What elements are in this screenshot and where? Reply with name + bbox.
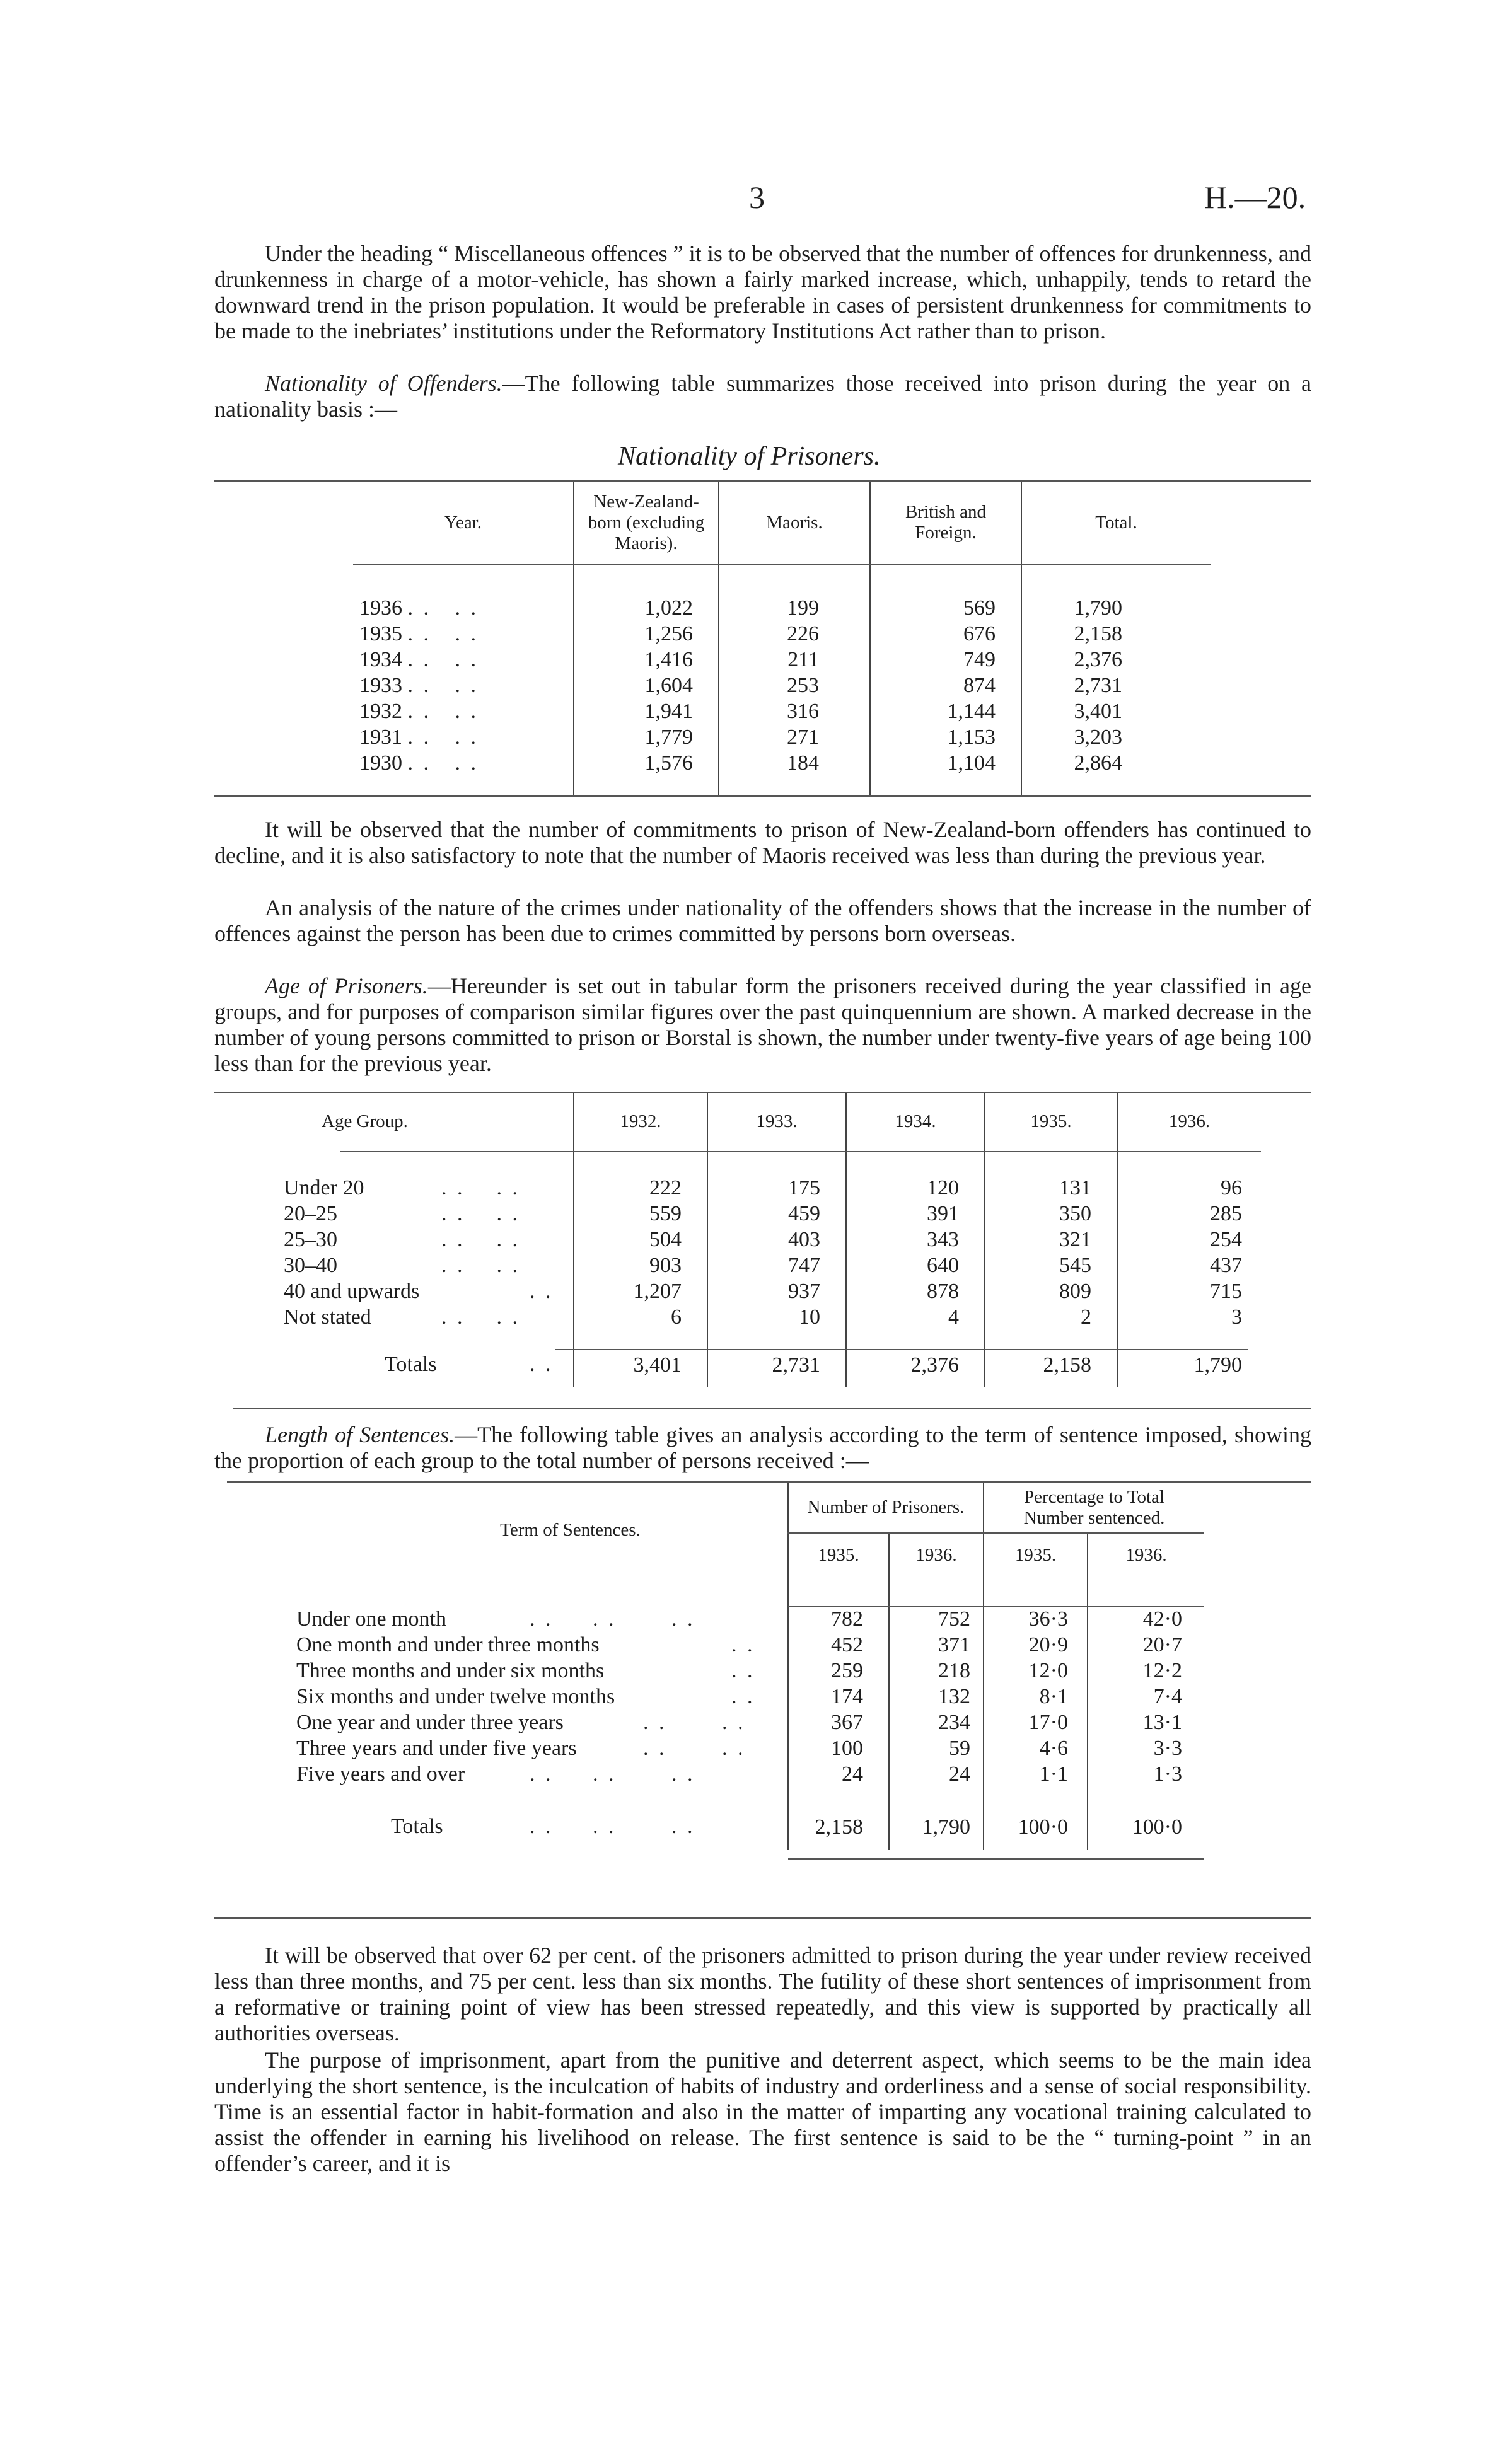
age-group-cell: 30–40 [284,1254,337,1277]
value-1934: 120 [846,1175,985,1201]
document-reference: H.—20. [1204,180,1306,215]
total-number-1936: 1,790 [889,1803,984,1850]
percent-1936: 42·0 [1088,1606,1204,1632]
length-text: —The following table gives an analysis according to the term of sentence imposed, showing the proportion of each group to the total number of persons received :— [214,1422,1311,1473]
header-1936: 1936. [1117,1093,1261,1150]
header-1932: 1932. [574,1093,707,1150]
header-total: Total. [1021,482,1211,564]
age-row: 40 and upwards . . 1,207 937 878 809 715 [277,1278,1261,1304]
age-row: 25–30 . . . . 504 403 343 321 254 [277,1227,1261,1252]
value-1936: 285 [1117,1201,1261,1227]
totals-label: Totals [385,1353,437,1376]
header-nz-born: New-Zealand-born (excluding Maoris). [574,482,719,564]
age-table-header-rule [340,1151,1261,1152]
total-number-1935: 2,158 [788,1803,889,1850]
maoris-cell: 184 [719,750,870,776]
age-group-cell: Not stated [284,1305,371,1329]
number-1935: 259 [788,1658,889,1684]
age-text: —Hereunder is set out in tabular form the prisoners received during the year classified in age groups, and for purposes of comparison similar figures over the past quinquennium are shown. A marked decrease in the number of young persons committed to prison or Borstal is shown, the number under twenty-five years of age being 100 less than for the previous year. [214,973,1312,1076]
nationality-table [353,482,1211,795]
nz-born-cell: 1,941 [574,698,719,724]
british-cell: 749 [870,647,1021,673]
maoris-cell: 253 [719,673,870,698]
number-1936: 752 [889,1606,984,1632]
age-table-totals-rule [555,1349,1248,1350]
percent-1935: 1·1 [984,1761,1088,1787]
nz-born-cell: 1,576 [574,750,719,776]
value-1934: 4 [846,1304,985,1330]
total-1936: 1,790 [1117,1343,1261,1387]
header-year: Year. [444,512,482,533]
age-group-cell: 25–30 [284,1228,337,1251]
total-cell: 3,203 [1021,724,1211,750]
term-cell: Five years and over [296,1762,465,1786]
british-cell: 569 [870,595,1021,621]
percent-1935: 20·9 [984,1632,1088,1658]
number-1936: 24 [889,1761,984,1787]
total-1932: 3,401 [574,1343,707,1387]
nationality-row: 1932 . . . . 1,941 316 1,144 3,401 [353,698,1211,724]
sentence-table [290,1483,1204,1850]
term-cell: Three months and under six months [296,1659,605,1682]
paragraph-purpose-of-imprisonment: The purpose of imprisonment, apart from the punitive and deterrent aspect, which seems to be the main idea underlying the short sentence, is the inculcation of habits of industry and orderliness and a sense of social responsibility. Time is an essential factor in habit-formation and also in the matter of imparting any vocational training calculated to assist the offender in earning his livelihood on release. The first sentence is said to be the “ turning-point ” in an offender’s career, and it is [214,2047,1311,2176]
header-maoris: Maoris. [719,482,870,564]
value-1935: 321 [985,1227,1117,1252]
year-cell: 1934 [359,648,402,671]
maoris-cell: 211 [719,647,870,673]
value-1936: 715 [1117,1278,1261,1304]
header-age-group: Age Group. [322,1111,408,1131]
value-1934: 640 [846,1252,985,1278]
maoris-cell: 199 [719,595,870,621]
age-row: Under 20 . . . . 222 175 120 131 96 [277,1175,1261,1201]
nz-born-cell: 1,022 [574,595,719,621]
percent-1936: 13·1 [1088,1709,1204,1735]
percent-1935: 17·0 [984,1709,1088,1735]
british-cell: 1,104 [870,750,1021,776]
percent-1936: 12·2 [1088,1658,1204,1684]
number-1935: 24 [788,1761,889,1787]
percent-1935: 8·1 [984,1684,1088,1709]
sentence-row: Under one month . . . . . . 782 752 36·3 42·0 [290,1606,1204,1632]
value-1934: 343 [846,1227,985,1252]
value-1932: 903 [574,1252,707,1278]
value-1936: 3 [1117,1304,1261,1330]
nationality-row: 1933 . . . . 1,604 253 874 2,731 [353,673,1211,698]
term-cell: Under one month [296,1607,446,1631]
number-1935: 367 [788,1709,889,1735]
maoris-cell: 226 [719,621,870,647]
percent-1936: 20·7 [1088,1632,1204,1658]
paragraph-nationality [214,371,1311,422]
sentence-table-totals-rule [788,1858,1204,1860]
term-cell: One year and under three years [296,1711,564,1734]
sentence-row: Six months and under twelve months . . 174 132 8·1 7·4 [290,1684,1204,1709]
paragraph-crime-analysis: An analysis of the nature of the crimes under nationality of the offenders shows that the increase in the number of offences against the person has been due to crimes committed by persons born overseas. [214,895,1311,946]
header-number-of-prisoners: Number of Prisoners. [788,1483,984,1533]
sentence-row: Three years and under five years . . . . 100 59 4·6 3·3 [290,1735,1204,1761]
sentence-table-header-rule [788,1606,1204,1607]
sentence-table-bottom-rule [214,1917,1311,1919]
value-1936: 96 [1117,1175,1261,1201]
value-1932: 504 [574,1227,707,1252]
header-1933: 1933. [707,1093,846,1150]
age-group-cell: 40 and upwards [284,1280,420,1303]
nationality-table-title: Nationality of Prisoners. [618,442,881,471]
nationality-row: 1931 . . . . 1,779 271 1,153 3,203 [353,724,1211,750]
nationality-row: 1935 . . . . 1,256 226 676 2,158 [353,621,1211,647]
value-1935: 350 [985,1201,1117,1227]
term-cell: One month and under three months [296,1633,600,1657]
number-1936: 234 [889,1709,984,1735]
value-1932: 6 [574,1304,707,1330]
paragraph-length-of-sentences [214,1422,1311,1474]
total-cell: 2,731 [1021,673,1211,698]
total-cell: 1,790 [1021,595,1211,621]
age-totals-row: Totals . . 3,401 2,731 2,376 2,158 1,790 [277,1343,1261,1387]
total-1935: 2,158 [985,1343,1117,1387]
total-percent-1936: 100·0 [1088,1803,1204,1850]
value-1935: 809 [985,1278,1117,1304]
value-1932: 559 [574,1201,707,1227]
british-cell: 1,153 [870,724,1021,750]
percent-1936: 3·3 [1088,1735,1204,1761]
nationality-header-row [353,482,1211,564]
term-cell: Six months and under twelve months [296,1685,615,1708]
sentence-group-header-row [290,1483,1204,1533]
value-1935: 545 [985,1252,1117,1278]
number-1936: 218 [889,1658,984,1684]
value-1933: 937 [707,1278,846,1304]
nz-born-cell: 1,256 [574,621,719,647]
sentence-totals-row: Totals . . . . . . 2,158 1,790 100·0 100·0 [290,1803,1204,1850]
nz-born-cell: 1,604 [574,673,719,698]
nationality-text: —The following table summarizes those received into prison during the year on a nationality basis :— [214,371,1311,422]
length-heading: Length of Sentences. [265,1422,455,1447]
paragraph-nz-born-decline: It will be observed that the number of commitments to prison of New-Zealand-born offenders has continued to decline, and it is also satisfactory to note that the number of Maoris received was less than during the previous year. [214,817,1311,868]
nz-born-cell: 1,779 [574,724,719,750]
year-cell: 1932 [359,700,402,723]
value-1933: 175 [707,1175,846,1201]
year-cell: 1931 [359,726,402,749]
percent-1936: 7·4 [1088,1684,1204,1709]
paragraph-miscellaneous-offences: Under the heading “ Miscellaneous offences ” it is to be observed that the number of offences for drunkenness, and drunkenness in charge of a motor-vehicle, has shown a fairly marked increase, which, unhappily, tends to retard the downward trend in the prison population. It would be preferable in cases of persistent drunkenness for commitments to be made to the inebriates’ institutions under the Reformatory Institutions Act rather than to prison. [214,241,1311,344]
sentence-row: Three months and under six months . . 259 218 12·0 12·2 [290,1658,1204,1684]
value-1935: 131 [985,1175,1117,1201]
header-percentage: Percentage to Total Number sentenced. [984,1483,1204,1533]
nationality-table-header-rule [353,564,1211,565]
header-number-1935: 1935. [788,1533,889,1577]
totals-label: Totals [391,1815,443,1838]
paragraph-short-sentences: It will be observed that over 62 per cent. of the prisoners admitted to prison during the year under review received less than three months, and 75 per cent. less than six months. The futility of these short sentences of imprisonment from a reformative or training point of view has been stressed repeatedly, and this view is supported by practically all authorities overseas. [214,1943,1311,2045]
header-1935: 1935. [985,1093,1117,1150]
sentence-row: One year and under three years . . . . 367 234 17·0 13·1 [290,1709,1204,1735]
age-table [277,1093,1261,1387]
percent-1935: 12·0 [984,1658,1088,1684]
maoris-cell: 271 [719,724,870,750]
total-cell: 3,401 [1021,698,1211,724]
value-1932: 222 [574,1175,707,1201]
year-cell: 1933 [359,674,402,697]
british-cell: 676 [870,621,1021,647]
number-1936: 59 [889,1735,984,1761]
total-cell: 2,864 [1021,750,1211,776]
nationality-row: 1934 . . . . 1,416 211 749 2,376 [353,647,1211,673]
value-1933: 459 [707,1201,846,1227]
nationality-heading: Nationality of Offenders. [265,371,502,396]
age-header-row [277,1093,1261,1150]
total-cell: 2,158 [1021,621,1211,647]
number-1936: 132 [889,1684,984,1709]
value-1935: 2 [985,1304,1117,1330]
total-1934: 2,376 [846,1343,985,1387]
percent-1935: 36·3 [984,1606,1088,1632]
value-1936: 437 [1117,1252,1261,1278]
sentence-row: One month and under three months . . 452 371 20·9 20·7 [290,1632,1204,1658]
number-1935: 174 [788,1684,889,1709]
value-1934: 878 [846,1278,985,1304]
percent-1935: 4·6 [984,1735,1088,1761]
number-1935: 100 [788,1735,889,1761]
number-1935: 452 [788,1632,889,1658]
value-1932: 1,207 [574,1278,707,1304]
page-number: 3 [749,180,765,215]
sentence-row: Five years and over . . . . . . 24 24 1·1 1·3 [290,1761,1204,1787]
header-1934: 1934. [846,1093,985,1150]
header-number-1936: 1936. [889,1533,984,1577]
age-row: 20–25 . . . . 559 459 391 350 285 [277,1201,1261,1227]
british-cell: 1,144 [870,698,1021,724]
british-cell: 874 [870,673,1021,698]
header-british-foreign: British and Foreign. [870,482,1021,564]
nz-born-cell: 1,416 [574,647,719,673]
age-row: 30–40 . . . . 903 747 640 545 437 [277,1252,1261,1278]
value-1934: 391 [846,1201,985,1227]
term-cell: Three years and under five years [296,1737,577,1760]
year-cell: 1930 [359,751,402,775]
value-1933: 403 [707,1227,846,1252]
total-percent-1935: 100·0 [984,1803,1088,1850]
nationality-table-bottom-rule [214,795,1311,797]
number-1935: 782 [788,1606,889,1632]
header-percent-1936: 1936. [1088,1533,1204,1577]
age-group-cell: Under 20 [284,1176,364,1200]
year-cell: 1936 [359,596,402,620]
year-cell: 1935 [359,622,402,645]
age-table-bottom-rule [233,1408,1311,1409]
header-term-of-sentences: Term of Sentences. [500,1519,641,1540]
value-1936: 254 [1117,1227,1261,1252]
value-1933: 747 [707,1252,846,1278]
maoris-cell: 316 [719,698,870,724]
paragraph-age [214,973,1311,1077]
nationality-row: 1936 . . . . 1,022 199 569 1,790 [353,595,1211,621]
header-percent-1935: 1935. [984,1533,1088,1577]
age-row: Not stated . . . . 6 10 4 2 3 [277,1304,1261,1330]
number-1936: 371 [889,1632,984,1658]
age-group-cell: 20–25 [284,1202,337,1225]
nationality-row: 1930 . . . . 1,576 184 1,104 2,864 [353,750,1211,776]
value-1933: 10 [707,1304,846,1330]
percent-1936: 1·3 [1088,1761,1204,1787]
total-cell: 2,376 [1021,647,1211,673]
age-heading: Age of Prisoners. [265,973,428,998]
total-1933: 2,731 [707,1343,846,1387]
